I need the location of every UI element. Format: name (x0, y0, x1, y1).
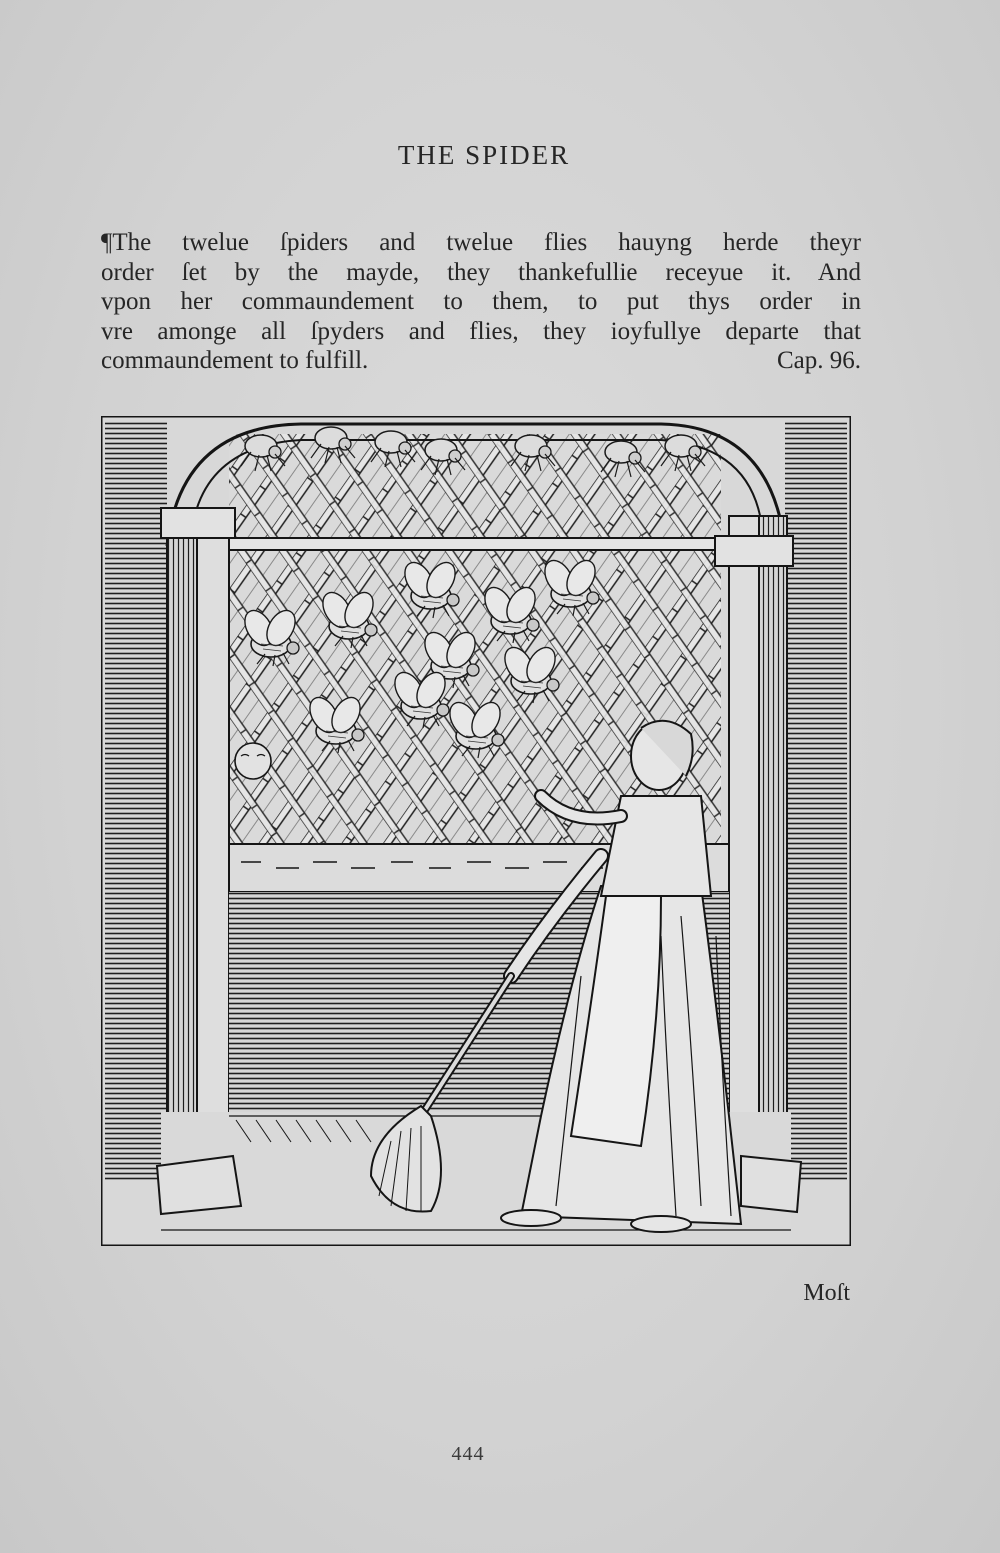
page-number: 444 (451, 1443, 485, 1465)
chapter-reference: Cap. 96. (776, 347, 861, 374)
summary-line: ¶The twelue ſpiders and twelue flies hauyng herde theyr (101, 229, 861, 256)
catchword: Moſt (803, 1280, 850, 1306)
woodcut-illustration (101, 416, 851, 1246)
chapter-summary (101, 228, 861, 376)
page-title: THE SPIDER (397, 140, 571, 170)
summary-line: vpon her commaundement to them, to put thys order in (101, 288, 861, 315)
summary-line: commaundement to fulfill. (101, 347, 369, 374)
summary-last-line (101, 346, 861, 376)
summary-line: order ſet by the mayde, they thankefullie receyue it. And (101, 258, 861, 286)
summary-line: vre amonge all ſpyders and flies, they ioyfullye departe that (101, 317, 861, 345)
